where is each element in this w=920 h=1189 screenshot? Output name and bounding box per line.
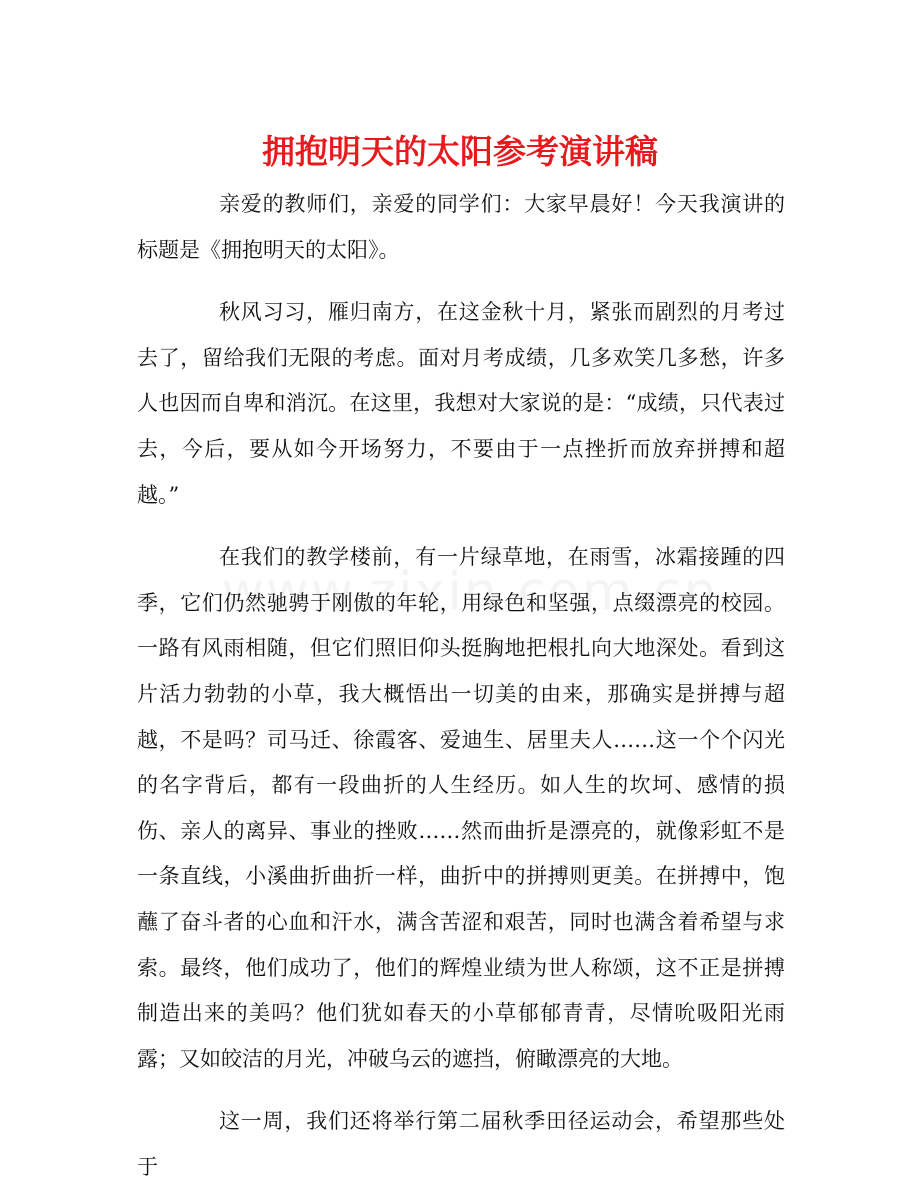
paragraph-grass: 在我们的教学楼前，有一片绿草地，在雨雪，冰霜接踵的四季，它们仍然驰骋于刚傲的年轮，用绿色和坚强，点缀漂亮的校园。一路有风雨相随，但它们照旧仰头挺胸地把根扎向大地深处。看到这片活力勃勃的小草，我大概悟出一切美的由来，那确实是拼搏与超越，不是吗？司马迁、徐霞客、爱迪生、居里夫人……这一个个闪光的名字背后，都有一段曲折的人生经历。如人生的坎坷、感情的损伤、亲人的离异、事业的挫败……然而曲折是漂亮的，就像彩虹不是一条直线，小溪曲折曲折一样，曲折中的拼搏则更美。在拼搏中，饱蘸了奋斗者的心血和汗水，满含苦涩和艰苦，同时也满含着希望与求索。最终，他们成功了，他们的辉煌业绩为世人称颂，这不正是拼搏制造出来的美吗？他们犹如春天的小草郁郁青青，尽情吮吸阳光雨露；又如皎洁的月光，冲破乌云的遮挡，俯瞰漂亮的大地。 [137,545,785,1071]
paragraph-autumn-exam: 秋风习习，雁归南方，在这金秋十月，紧张而剧烈的月考过去了，留给我们无限的考虑。面对月考成绩，几多欢笑几多愁，许多人也因而自卑和消沉。在这里，我想对大家说的是：“成绩，只代表过去，今后，要从如今开场努力，不要由于一点挫折而放弃拼搏和超越。” [137,300,785,507]
paragraph-sports-meet: 这一周，我们还将举行第二届秋季田径运动会，希望那些处于 [137,1109,785,1179]
document-title: 拥抱明天的太阳参考演讲稿 [262,132,658,171]
paragraph-greeting: 亲爱的教师们，亲爱的同学们：大家早晨好！今天我演讲的标题是《拥抱明天的太阳》。 [137,192,785,262]
document-body [137,182,785,1189]
